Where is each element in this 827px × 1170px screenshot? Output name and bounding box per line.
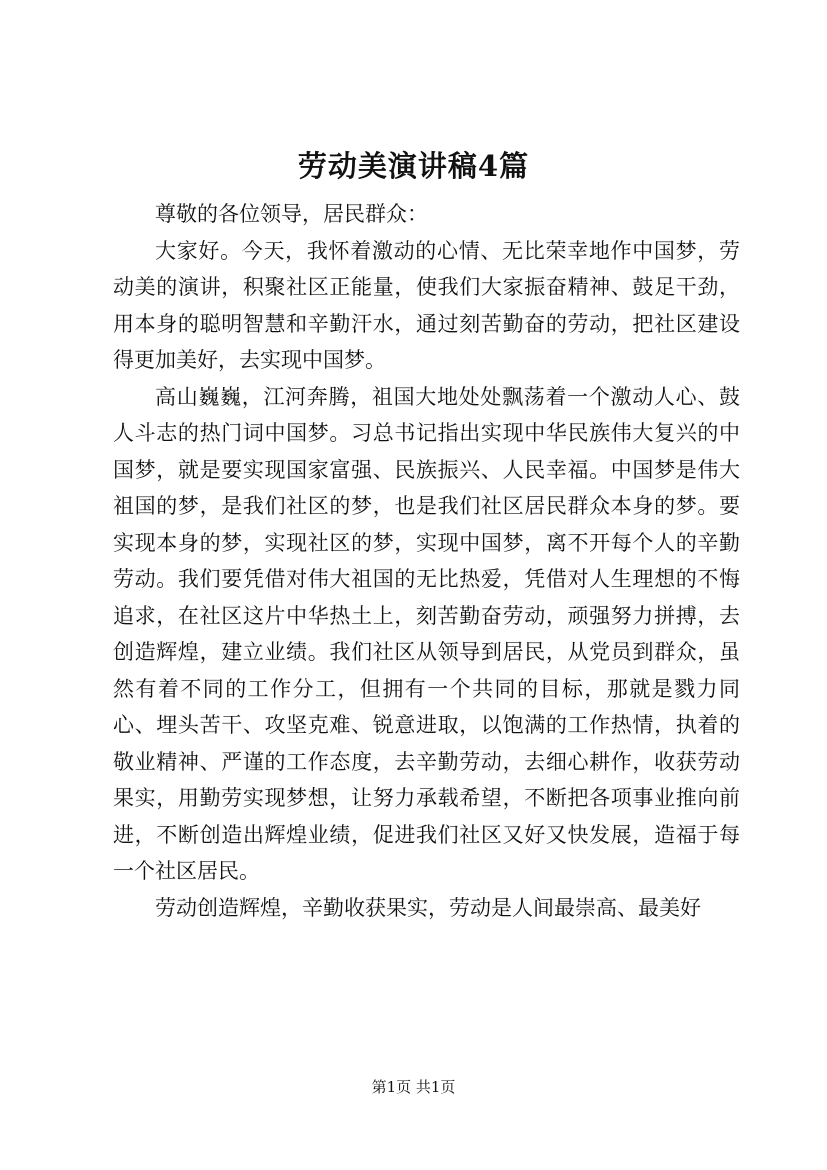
document-body [113, 196, 740, 926]
paragraph-china-dream: 高山巍巍，江河奔腾，祖国大地处处飘荡着一个激动人心、鼓人斗志的热门词中国梦。习总书记指出实现中华民族伟大复兴的中国梦，就是要实现国家富强、民族振兴、人民幸福。中国梦是伟大祖国的梦，是我们社区的梦，也是我们社区居民群众本身的梦。要实现本身的梦，实现社区的梦，实现中国梦，离不开每个人的辛勤劳动。我们要凭借对伟大祖国的无比热爱，凭借对人生理想的不悔追求，在社区这片中华热土上，刻苦勤奋劳动，顽强努力拼搏，去创造辉煌，建立业绩。我们社区从领导到居民，从党员到群众，虽然有着不同的工作分工，但拥有一个共同的目标，那就是戮力同心、埋头苦干、攻坚克难、锐意进取，以饱满的工作热情，执着的敬业精神、严谨的工作态度，去辛勤劳动，去细心耕作，收获劳动果实，用勤劳实现梦想，让努力承载希望，不断把各项事业推向前进，不断创造出辉煌业绩，促进我们社区又好又快发展，造福于每一个社区居民。 [113, 384, 740, 883]
page-number-footer: 第1页 共1页 [371, 1078, 456, 1096]
paragraph-opening: 大家好。今天，我怀着激动的心情、无比荣幸地作中国梦，劳动美的演讲，积聚社区正能量，使我们大家振奋精神、鼓足干劲，用本身的聪明智慧和辛勤汗水，通过刻苦勤奋的劳动，把社区建设得更加美好，去实现中国梦。 [113, 238, 740, 372]
paragraph-labor: 劳动创造辉煌，辛勤收获果实，劳动是人间最崇高、最美好 [155, 895, 701, 920]
paragraph-greeting: 尊敬的各位领导，居民群众： [155, 202, 428, 226]
document-title: 劳动美演讲稿4篇 [297, 149, 530, 183]
